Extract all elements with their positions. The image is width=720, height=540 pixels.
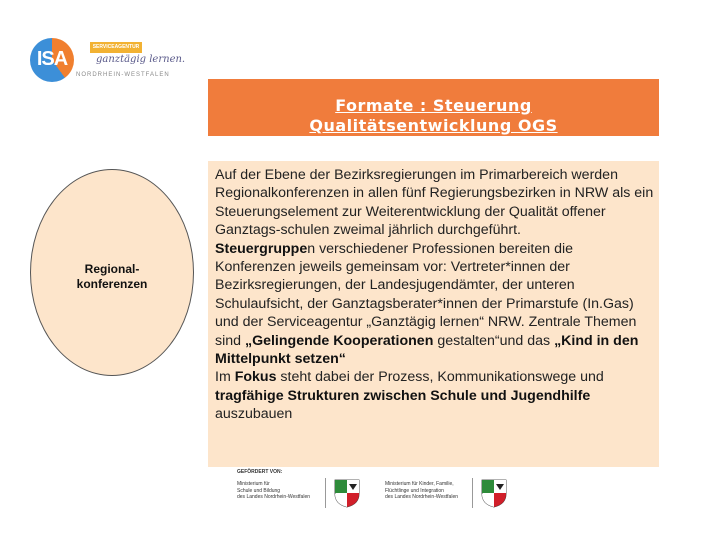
paragraph-2-mid: gestalten“und das [433,332,555,349]
ministry-family-line-2: Flüchtlinge und Integration [385,487,444,494]
divider [325,478,326,508]
ministry-family-line-3: des Landes Nordrhein-Westfalen [385,494,459,500]
steuergruppe-bold: Steuergruppe [215,240,308,257]
title-line-2: Qualitätsentwicklung OGS [309,116,558,135]
divider [472,478,473,508]
paragraph-3-a: Im [215,369,235,386]
nrw-crest-icon [333,478,361,508]
page-title [208,96,659,136]
ministry-family-line-1: Ministerium für Kinder, Familie, [385,481,454,487]
topic-circle-label [30,262,194,292]
ganztaegig-tagline: ganztägig lernen. [96,54,186,65]
nrw-region-label: NORDRHEIN-WESTFALEN [76,72,170,78]
ministry-school-line-2: Schule und Bildung [237,487,281,494]
paragraph-3-c: auszubauen [215,406,293,423]
topic-line-1: Regional- [84,262,140,276]
serviceagentur-badge: SERVICEAGENTUR [90,42,142,53]
isa-logo-text: ISA [36,48,68,70]
ministry-school-line-3: des Landes Nordrhein-Westfalen [237,494,311,500]
nrw-crest-icon [480,478,508,508]
fokus-bold: Fokus [234,369,277,386]
paragraph-1: Auf der Ebene der Bezirksregierungen im Primarbereich werden Regionalkonferenzen in allen fünf Regierungsbezirken in NRW als ein Steuerungselement zur Weiterentwicklung der Qualität offener Ganztags-schulen zweimal jährlich durchgeführt. [215,167,654,239]
ministry-family [385,481,458,501]
kooperationen-bold: „Gelingende Kooperationen [244,332,434,349]
isa-logo [30,38,74,82]
title-line-1: Formate : Steuerung [335,96,532,115]
paragraph-3-b: steht dabei der Prozess, Kommunikationswege und [276,369,604,386]
topic-line-2: konferenzen [76,277,148,291]
strukturen-bold: tragfähige Strukturen zwischen Schule und Jugendhilfe [215,387,591,404]
paragraph-2-text: n verschiedener Professionen bereiten die Konferenzen jeweils gemeinsam vor: Vertreter*innen der Bezirksregierungen, der Landesjugendämter, der unteren Schulaufsicht, der Ganztagsberater*innen der Primarstufe (In.Gas) und der Serviceagentur „Ganztägig lernen“ NRW. Zentrale Themen sind [215,240,637,349]
content-text [215,166,655,424]
ministry-school [237,481,310,501]
kind-bold: „Kind in den Mittelpunkt setzen“ [215,332,639,368]
ministry-school-line-1: Ministerium für [237,481,270,487]
funding-label: GEFÖRDERT VON: [237,469,283,475]
